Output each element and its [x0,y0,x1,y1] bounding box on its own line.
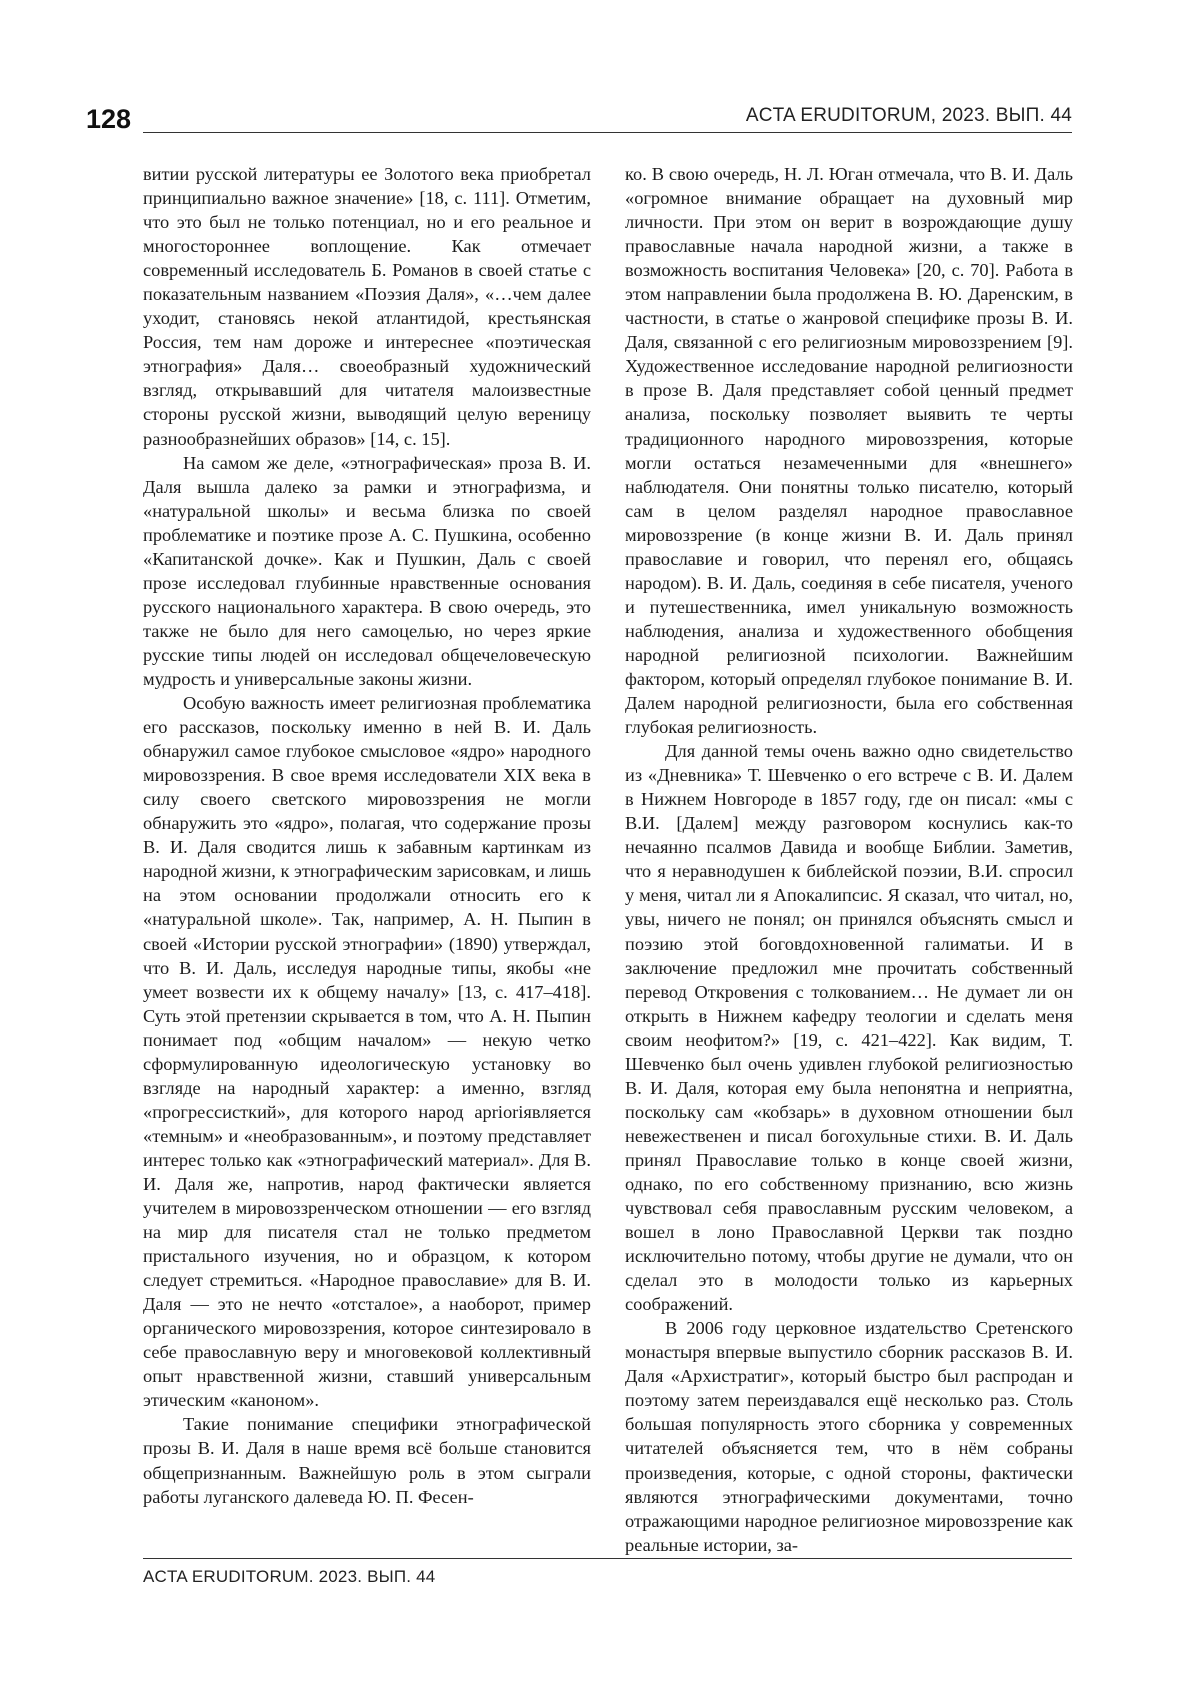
left-column [143,162,591,1509]
header-divider [143,132,1072,133]
paragraph: На самом же деле, «этнографическая» проза В. И. Даля вышла далеко за рамки и этнографизма, и «натуральной школы» и весьма близка по своей проблематике и поэтике прозе А. С. Пушкина, особенно «Капитанской дочке». Как и Пушкин, Даль с своей прозе исследовал глубинные нравственные основания русского национального характера. В свою очередь, это также не было для него самоцелью, но через яркие русские типы людей он исследовал общечеловеческую мудрость и универсальные законы жизни. [143,452,591,689]
paragraph: Такие понимание специфики этнографической прозы В. И. Даля в наше время всё больше становится общепризнанным. Важнейшую роль в этом сыграли работы луганского далеведа Ю. П. Фесен- [143,1414,591,1507]
paragraph: В 2006 году церковное издательство Сретенского монастыря впервые выпустило сборник рассказов В. И. Даля «Архистратиг», который быстро был распродан и поэтому затем переиздавался ещё несколько раз. Столь большая популярность этого сборника у современных читателей объясняется тем, что в нём собраны произведения, которые, с одной стороны, фактически являются этнографическими документами, точно отражающими народное религиозное мировоззрение как реальные истории, за- [625,1318,1073,1555]
paragraph: Для данной темы очень важно одно свидетельство из «Дневника» Т. Шевченко о его встрече с В. И. Далем в Нижнем Новгороде в 1857 году, где он писал: «мы с В.И. [Далем] между разговором коснулись как-то нечаянно псалмов Давида и вообще Библии. Заметив, что я неравнодушен к библейской поэзии, В.И. спросил у меня, читал ли я Апокалипсис. Я сказал, что читал, но, увы, ничего не понял; он принялся объяснять смысл и поэзию этой боговдохновенной галиматьи. И в заключение предложил мне прочитать собственный перевод Откровения с толкованием… Не думает ли он открыть в Нижнем кафедру теологии и сделать меня своим неофитом?» [19, с. 421–422]. Как видим, Т. Шевченко был очень удивлен глубокой религиозностью В. И. Даля, которая ему была непонятна и неприятна, поскольку сам «кобзарь» в духовном отношении был невежественен и писал богохульные стихи. В. И. Даль принял Православие только в конце своей жизни, однако, по его собственному признанию, всю жизнь чувствовал себя православным русским человеком, а вошел в лоно Православной Церкви так поздно исключительно потому, чтобы другие не думали, что он сделал это в молодости только из карьерных соображений. [625,741,1073,1315]
paragraph: ко. В свою очередь, Н. Л. Юган отмечала, что В. И. Даль «огромное внимание обращает на духовный мир личности. При этом он верит в возрождающие душу православные начала народной жизни, а также в возможность воспитания Человека» [20, с. 70]. Работа в этом направлении была продолжена В. Ю. Даренским, в частности, в статье о жанровой специфике прозы В. И. Даля, связанной с его религиозным мировоззрением [9]. Художественное исследование народной религиозности в прозе В. Даля представляет собой ценный предмет анализа, поскольку позволяет выявить те черты традиционного народного мировоззрения, которые могли остаться незамеченными для «внешнего» наблюдателя. Они понятны только писателю, который сам в целом разделял народное православное мировоззрение (в конце жизни В. И. Даль принял православие и говорил, что перенял его, общаясь народом). В. И. Даль, соединяя в себе писателя, ученого и путешественника, имел уникальную возможность наблюдения, анализа и художественного обобщения народной религиозной психологии. Важнейшим фактором, который определял глубокое понимание В. И. Далем народной религиозности, была его собственная глубокая религиозность. [625,164,1073,738]
page-number: 128 [86,104,132,134]
paragraph: витии русской литературы ее Золотого века приобретал принципиально важное значение» [18, с. 111]. Отметим, что это был не только потенциал, но и его реальное и многостороннее воплощение. Как отмечает современный исследователь Б. Романов в своей статье с показательным названием «Поэзия Даля», «…чем далее уходит, становясь некой атлантидой, крестьянская Россия, тем нам дороже и интереснее «поэтическая этнография» Даля… своеобразный художнический взгляд, открывавший для читателя малоизвестные стороны русской жизни, выводящий целую вереницу разнообразнейших образов» [14, с. 15]. [143,164,591,449]
footer-divider [143,1558,1072,1559]
paragraph: Особую важность имеет религиозная проблематика его рассказов, поскольку именно в ней В. И. Даль обнаружил самое глубокое смысловое «ядро» народного мировоззрения. В свое время исследователи XIX века в силу своего светского мировоззрения не могли обнаружить это «ядро», полагая, что содержание прозы В. И. Даля сводится лишь к забавным картинкам из народной жизни, к этнографическим зарисовкам, и лишь на этом основании продолжали относить его к «натуральной школе». Так, например, А. Н. Пыпин в своей «Истории русской этнографии» (1890) утверждал, что В. И. Даль, исследуя народные типы, якобы «не умеет возвести их к общему началу» [13, с. 417–418]. Суть этой претензии скрывается в том, что А. Н. Пыпин понимает под «общим началом» — некую четко сформулированную идеологическую установку во взгляде на народный характер: а именно, взгляд «прогрессисткий», для которого народ aprioriявляется «темным» и «необразованным», и поэтому представляет интерес только как «этнографический материал». Для В. И. Даля же, напротив, народ фактически является учителем в мировоззренческом отношении — его взгляд на мир для писателя стал не только предметом пристального изучения, но и образцом, к котором следует стремиться. «Народное православие» для В. И. Даля — это не нечто «отсталое», а наоборот, пример органического мировоззрения, которое синтезировало в себе православную веру и многовековой коллективный опыт нравственной жизни, ставший универсальным этическим «каноном». [143,693,591,1411]
right-column [625,162,1073,1557]
running-footer: ACTA ERUDITORUM. 2023. ВЫП. 44 [143,1567,436,1586]
running-header: ACTA ERUDITORUM, 2023. ВЫП. 44 [745,105,1072,126]
